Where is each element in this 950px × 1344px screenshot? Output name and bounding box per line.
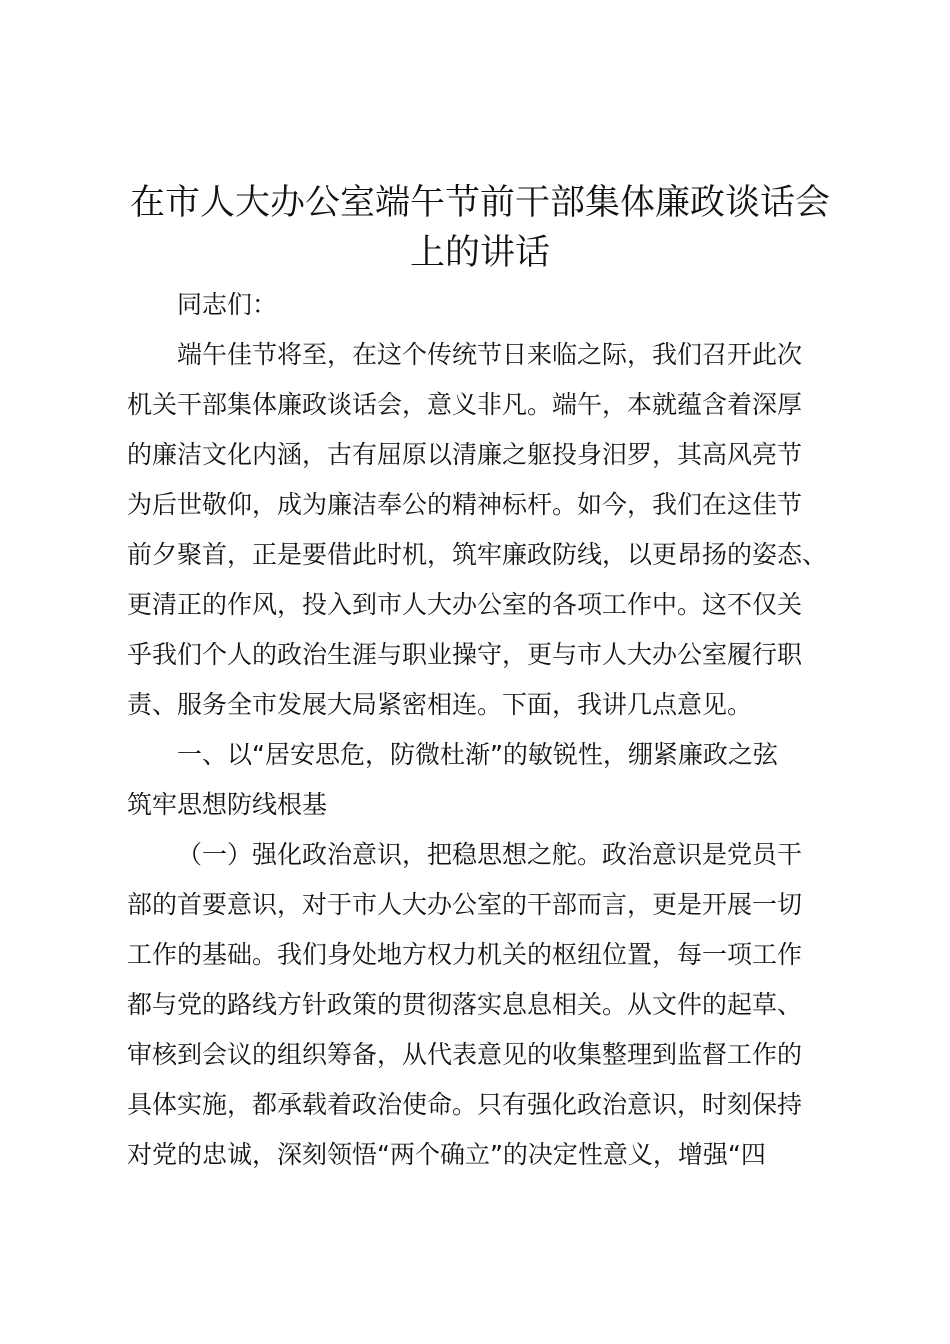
- document-body: [127, 280, 832, 1180]
- paragraph-1-line-7: 乎我们个人的政治生涯与职业操守，更与市人大办公室履行职: [127, 640, 803, 669]
- paragraph-2-line-5: 审核到会议的组织筹备，从代表意见的收集整理到监督工作的: [127, 1040, 803, 1069]
- paragraph-2-line-1: （一）强化政治意识，把稳思想之舵。政治意识是党员干: [177, 840, 803, 869]
- section-heading-1-line-2: 筑牢思想防线根基: [127, 790, 328, 819]
- paragraph-1-line-3: 的廉洁文化内涵，古有屈原以清廉之躯投身汨罗，其高风亮节: [127, 440, 803, 469]
- paragraph-2-line-6: 具体实施，都承载着政治使命。只有强化政治意识，时刻保持: [127, 1090, 803, 1119]
- salutation: 同志们：: [177, 290, 278, 319]
- paragraph-1-line-2: 机关干部集体廉政谈话会，意义非凡。端午，本就蕴含着深厚: [127, 390, 803, 419]
- section-heading-1-line-1: 一、以“居安思危，防微杜渐”的敏锐性，绷紧廉政之弦: [177, 740, 778, 769]
- paragraph-2-line-4: 都与党的路线方针政策的贯彻落实息息相关。从文件的起草、: [127, 990, 803, 1019]
- paragraph-1-line-1: 端午佳节将至，在这个传统节日来临之际，我们召开此次: [177, 340, 803, 369]
- paragraph-1-line-6: 更清正的作风，投入到市人大办公室的各项工作中。这不仅关: [127, 590, 803, 619]
- document-title: [100, 178, 860, 278]
- paragraph-2-line-2: 部的首要意识，对于市人大办公室的干部而言，更是开展一切: [127, 890, 803, 919]
- paragraph-2-line-7: 对党的忠诚，深刻领悟“两个确立”的决定性意义，增强“四: [127, 1140, 766, 1169]
- paragraph-1-line-4: 为后世敬仰，成为廉洁奉公的精神标杆。如今，我们在这佳节: [127, 490, 803, 519]
- paragraph-1-line-8: 责、服务全市发展大局紧密相连。下面，我讲几点意见。: [127, 690, 753, 719]
- title-line-2: 上的讲话: [409, 233, 550, 273]
- paragraph-2-line-3: 工作的基础。我们身处地方权力机关的枢纽位置，每一项工作: [127, 940, 803, 969]
- paragraph-1-line-5: 前夕聚首，正是要借此时机，筑牢廉政防线，以更昂扬的姿态、: [127, 540, 828, 569]
- title-line-1: 在市人大办公室端午节前干部集体廉政谈话会: [129, 183, 830, 223]
